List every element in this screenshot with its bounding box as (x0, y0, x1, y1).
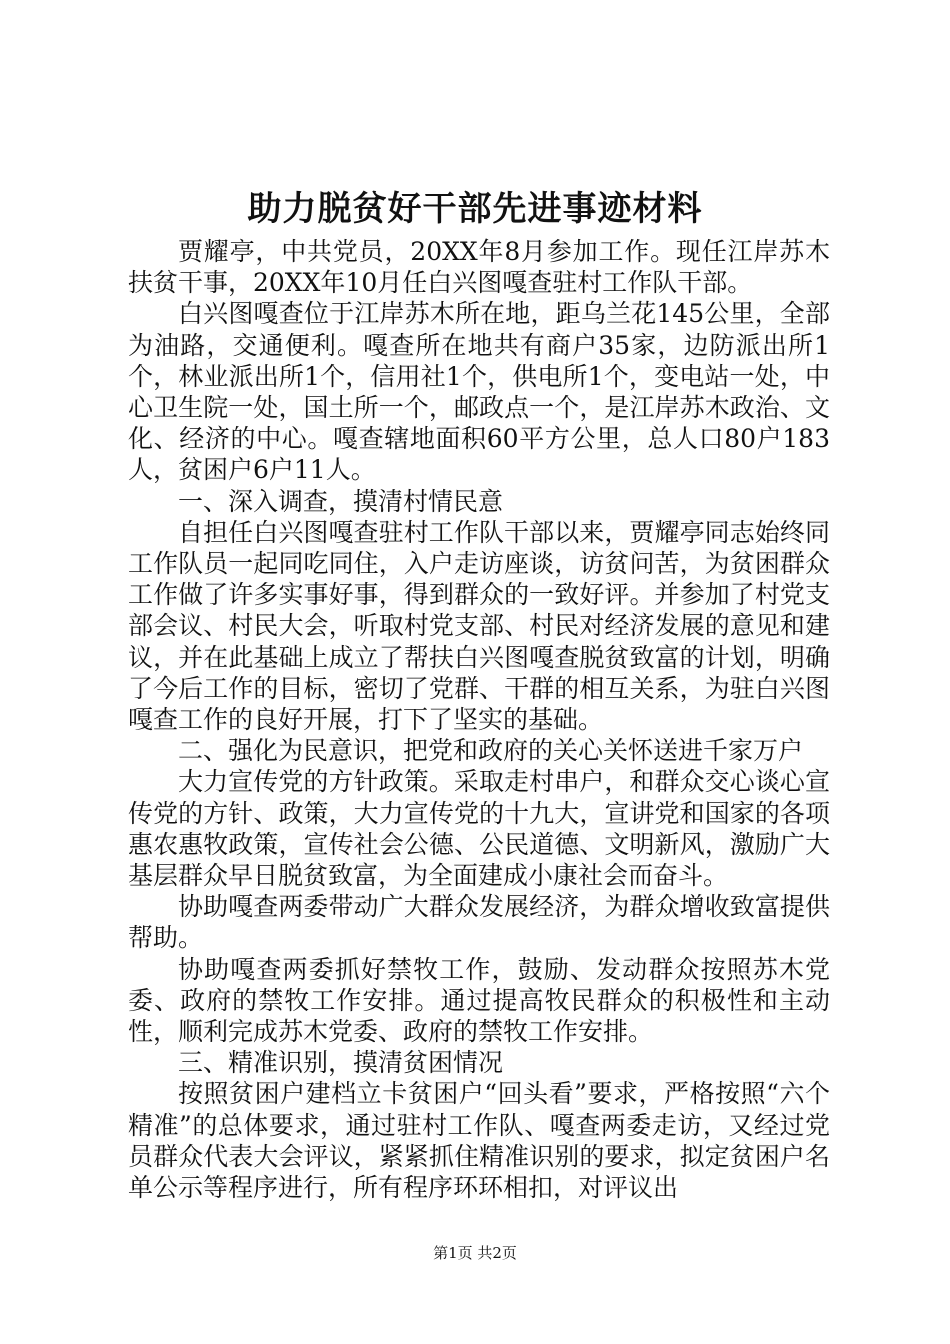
paragraph-grazing-ban: 协助嘎查两委抓好禁牧工作，鼓励、发动群众按照苏木党委、政府的禁牧工作安排。通过提高牧民群众的积极性和主动性，顺利完成苏木党委、政府的禁牧工作安排。 (128, 954, 830, 1047)
document-body (128, 236, 830, 1203)
paragraph-economy-help: 协助嘎查两委带动广大群众发展经济，为群众增收致富提供帮助。 (128, 892, 830, 953)
paragraph-village-overview: 白兴图嘎查位于江岸苏木所在地，距乌兰花145公里，全部为油路，交通便利。嘎查所在地共有商户35家，边防派出所1个，林业派出所1个，信用社1个，供电所1个，变电站一处，中心卫生院一处，国土所一个，邮政点一个，是江岸苏木政治、文化、经济的中心。嘎查辖地面积60平方公里，总人口80户183人，贫困户6户11人。 (128, 299, 830, 485)
section-heading-1: 一、深入调查，摸清村情民意 (178, 486, 504, 516)
paragraph-section-1: 自担任白兴图嘎查驻村工作队干部以来，贾耀亭同志始终同工作队员一起同吃同住，入户走访座谈，访贫问苦，为贫困群众工作做了许多实事好事，得到群众的一致好评。并参加了村党支部会议、村民大会，听取村党支部、村民对经济发展的意见和建议，并在此基础上成立了帮扶白兴图嘎查脱贫致富的计划，明确了今后工作的目标，密切了党群、干群的相互关系，为驻白兴图嘎查工作的良好开展，打下了坚实的基础。 (128, 517, 830, 735)
document-title: 助力脱贫好干部先进事迹材料 (247, 189, 703, 229)
page-footer: 第1页 共2页 (433, 1244, 517, 1262)
section-heading-2: 二、强化为民意识，把党和政府的关心关怀送进千家万户 (178, 736, 804, 766)
section-heading-3: 三、精准识别，摸清贫困情况 (178, 1048, 504, 1078)
paragraph-intro: 贾耀亭，中共党员，20XX年8月参加工作。现任江岸苏木扶贫干事，20XX年10月任白兴图嘎查驻村工作队干部。 (128, 237, 830, 298)
paragraph-section-3: 按照贫困户建档立卡贫困户“回头看”要求，严格按照“六个精准”的总体要求，通过驻村工作队、嘎查两委走访，又经过党员群众代表大会评议，紧紧抓住精准识别的要求，拟定贫困户名单公示等程序进行，所有程序环环相扣，对评议出 (128, 1079, 830, 1203)
paragraph-policy-publicity: 大力宣传党的方针政策。采取走村串户，和群众交心谈心宣传党的方针、政策，大力宣传党的十九大，宣讲党和国家的各项惠农惠牧政策，宣传社会公德、公民道德、文明新风，激励广大基层群众早日脱贫致富，为全面建成小康社会而奋斗。 (128, 767, 830, 891)
